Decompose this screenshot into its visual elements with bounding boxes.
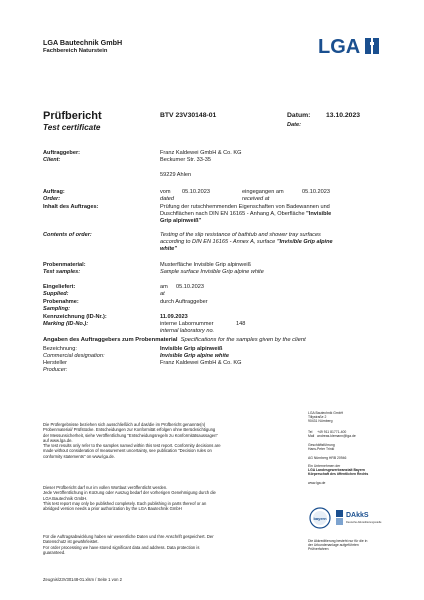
accreditation-badges <box>308 505 393 533</box>
report-title-en: Test certificate <box>43 123 101 132</box>
badge-bayern-text: bayern <box>313 516 327 521</box>
client-info-title: Angaben des Auftraggebers zum Probenmaterial Specifications for the samples given by the client <box>43 337 306 343</box>
client-label: Auftraggeber: <box>43 150 80 156</box>
order-label-en: Order: <box>43 196 61 202</box>
order-received-label: eingegangen am <box>242 189 284 195</box>
contents-text-de-1: Prüfung der rutschhemmenden Eigenschaften von Badewannen und <box>160 204 330 210</box>
contents-label-en: Contents of order: <box>43 232 92 238</box>
supplied-label: Eingeliefert: <box>43 284 76 290</box>
sidebar-address: LGA Bautechnik GmbH Tillystraße 2 90431 Nürnberg <box>308 411 344 424</box>
disclaimer-publication: Dieser Prüfbericht darf nur im vollen Wortlaut veröffentlicht werden. Jede Veröffentlichung in Kürzung oder Auszug bedarf der vorherigen Genehmigung durch die LGA Bautechnik GmbH. This test report may only be published completely. Each publishing in parts thereof or an abridged version needs a prior authorization by the LGA Bautechnik GmbH <box>43 485 216 512</box>
client-city: 59229 Ahlen <box>160 172 192 178</box>
producer-value: Franz Kaldewei GmbH & Co. KG <box>160 360 242 366</box>
order-received-en: received at <box>242 196 270 202</box>
supplied-am: am <box>160 284 168 290</box>
order-label: Auftrag: <box>43 189 65 195</box>
marking-internal-en: internal laboratory no. <box>160 328 215 334</box>
contents-text-en-1: Testing of the slip resistance of bathtub and shower tray surfaces <box>160 232 321 238</box>
sample-label: Probenmaterial: <box>43 262 86 268</box>
contents-text-de-2: Duschflächen nach DIN EN 16165 - Anhang A, Oberfläche "Invisible <box>160 211 332 217</box>
report-title: Prüfbericht <box>43 110 102 122</box>
marking-label-en: Marking (ID-No.): <box>43 321 89 327</box>
producer-label: Hersteller <box>43 360 67 366</box>
order-date: 05.10.2023 <box>182 189 210 195</box>
order-dated: dated <box>160 196 174 202</box>
order-received-date: 05.10.2023 <box>302 189 330 195</box>
contents-text-en-3: white" <box>160 246 177 252</box>
sidebar-member: Ein Unternehmen der LGA Landesgewerbeanstalt Bayern Körperschaft des öffentlichen Rechts <box>308 464 369 477</box>
sample-value-en: Sample surface Invisible Grip alpine white <box>160 269 264 275</box>
date-value: 13.10.2023 <box>326 112 361 119</box>
client-street: Beckumer Str. 33-35 <box>160 157 211 163</box>
sidebar-management: Geschäftsführung Hans-Peter Trinkl <box>308 443 335 452</box>
marking-label: Kennzeichnung (ID-Nr.): <box>43 314 107 320</box>
sidebar-accreditation-note: Die Akkreditierung besteht nur für die in der Urkundenanlage aufgeführten Prüfverfahren <box>308 539 368 552</box>
marking-internal-num: 148 <box>236 321 246 327</box>
designation-value-en: Invisible Grip alpine white <box>160 353 230 359</box>
sidebar-court: AG Nürnberg HRB 20946 <box>308 456 347 460</box>
report-number: BTV 23V30148-01 <box>160 112 217 119</box>
logo-text: LGA <box>318 36 361 56</box>
contents-label: Inhalt des Auftrages: <box>43 204 99 210</box>
date-label-en: Date: <box>287 122 301 128</box>
disclaimer-data-protection: Für die Auftragsabwicklung haben wir wesentliche Daten und Ihre Anschrift gespeichert. Der Datenschutz ist gewährleistet. For order processing we have stored significant data and address. Data protection is guaranteed. <box>43 534 214 555</box>
disclaimer-results: Die Prüfergebnisse beziehen sich ausschließlich auf das/die im Prüfbericht genannte(n) Probenmaterial/ Prüfstücke. Entscheidungen zur Konformität erfolgen ohne Berücksichtigung der Messunsicherheit, siehe Veröffentlichung "Entscheidungsregeln zu Konformitätsaussagen" auf www.lga.de. The test results only refer to the samples named within this test report. Conformity decisions are made without consideration of measurement uncertainty, see publication "Decision rules on conformity statements" on www.lga.de. <box>43 422 221 459</box>
sidebar-web: www.lga.de <box>308 481 326 485</box>
sampling-label: Probenahme: <box>43 299 79 305</box>
sample-value: Musterfläche Invisible Grip alpinweiß <box>160 262 252 268</box>
supplied-at: at <box>160 291 165 297</box>
sidebar-contact: Tel +49 911 81771-400 Mail andreas.klemann@lga.de <box>308 430 356 439</box>
badge-dakks-text: DAkkS <box>346 512 369 519</box>
contents-text-en-2: according to DIN EN 16165 - Annex A, surface "Invisible Grip alpine <box>160 239 333 245</box>
sampling-label-en: Sampling: <box>43 306 71 312</box>
client-label-en: Client: <box>43 157 61 163</box>
marking-date: 11.09.2023 <box>160 314 188 320</box>
designation-value: Invisible Grip alpinweiß <box>160 346 223 352</box>
date-label: Datum: <box>287 112 311 119</box>
company-name: LGA Bautechnik GmbH <box>43 38 123 47</box>
designation-label-en: Commercial designation: <box>43 353 105 359</box>
sample-label-en: Test samples: <box>43 269 81 275</box>
sampling-value: durch Auftraggeber <box>160 299 208 305</box>
client-name: Franz Kaldewei GmbH & Co. KG <box>160 150 242 156</box>
page-footer: Zeugnis\23V30148-01.xlsm / Seite 1 von 2 <box>43 577 122 582</box>
marking-internal: interne Labornummer <box>160 321 214 327</box>
order-vom: vom <box>160 189 171 195</box>
contents-text-de-3: Grip alpinweiß" <box>160 218 202 224</box>
badge-graphics <box>308 505 393 533</box>
supplied-label-en: Supplied: <box>43 291 69 297</box>
supplied-date: 05.10.2023 <box>176 284 204 290</box>
designation-label: Bezeichnung: <box>43 346 77 352</box>
producer-label-en: Producer: <box>43 367 68 373</box>
badge-dakks-sub: Deutsche Akkreditierungsstelle <box>346 521 382 524</box>
lga-logo <box>318 36 386 56</box>
department-name: Fachbereich Naturstein <box>43 48 108 54</box>
